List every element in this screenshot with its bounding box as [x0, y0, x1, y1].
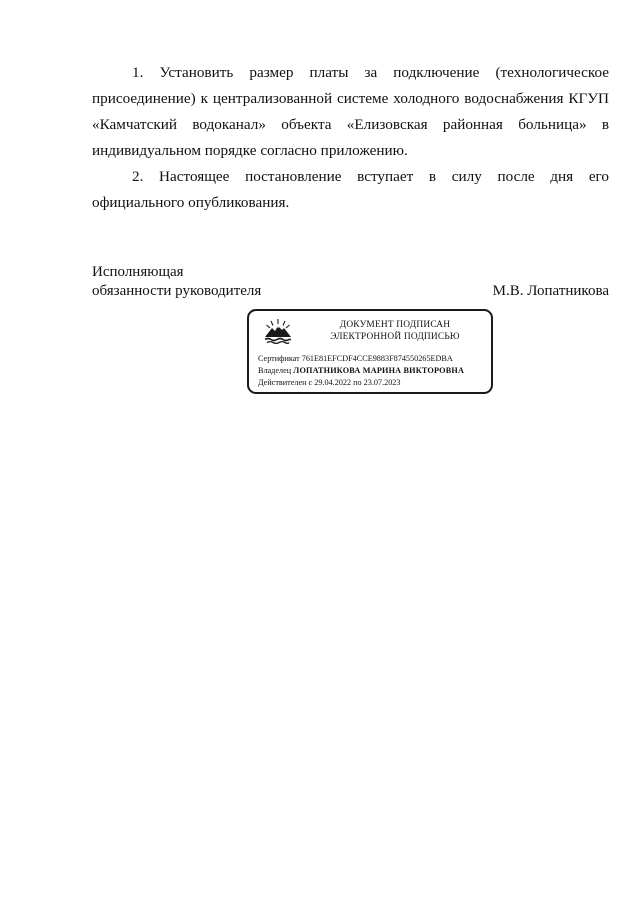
- valid-to-date: 23.07.2023: [363, 378, 401, 387]
- signatory-position-line-1: Исполняющая: [92, 264, 184, 280]
- certificate-label: Сертификат: [258, 354, 300, 363]
- kamchatka-emblem-icon: [263, 317, 293, 345]
- stamp-owner-row: [258, 366, 464, 376]
- stamp-validity-row: [258, 378, 400, 388]
- signatory-position: [92, 263, 261, 301]
- valid-from-date: 29.04.2022: [314, 378, 352, 387]
- valid-label: Действителен: [258, 378, 307, 387]
- stamp-header-line-2: ЭЛЕКТРОННОЙ ПОДПИСЬЮ: [330, 332, 460, 342]
- electronic-signature-stamp: [247, 309, 493, 394]
- signatory-name: М.В. Лопатникова: [492, 283, 609, 299]
- stamp-header: [305, 319, 485, 343]
- paragraph-2: 2. Настоящее постановление вступает в силу после дня его официального опубликования.: [92, 168, 609, 211]
- valid-to-label: по: [353, 378, 362, 387]
- owner-label: Владелец: [258, 366, 292, 375]
- stamp-certificate-row: [258, 354, 453, 364]
- stamp-header-line-1: ДОКУМЕНТ ПОДПИСАН: [339, 320, 451, 330]
- paragraph-1: 1. Установить размер платы за подключение (технологическое присоединение) к централизованной системе холодного водоснабжения КГУП «Камчатский водоканал» объекта «Елизовская районная больница» в индивидуальном порядке согласно приложению.: [92, 64, 609, 159]
- signatory-position-line-2: обязанности руководителя: [92, 283, 262, 299]
- owner-value: ЛОПАТНИКОВА МАРИНА ВИКТОРОВНА: [293, 366, 465, 375]
- valid-from-label: с: [308, 378, 313, 387]
- certificate-value: 761E81EFCDF4CCE9883F874550265EDBA: [301, 354, 453, 363]
